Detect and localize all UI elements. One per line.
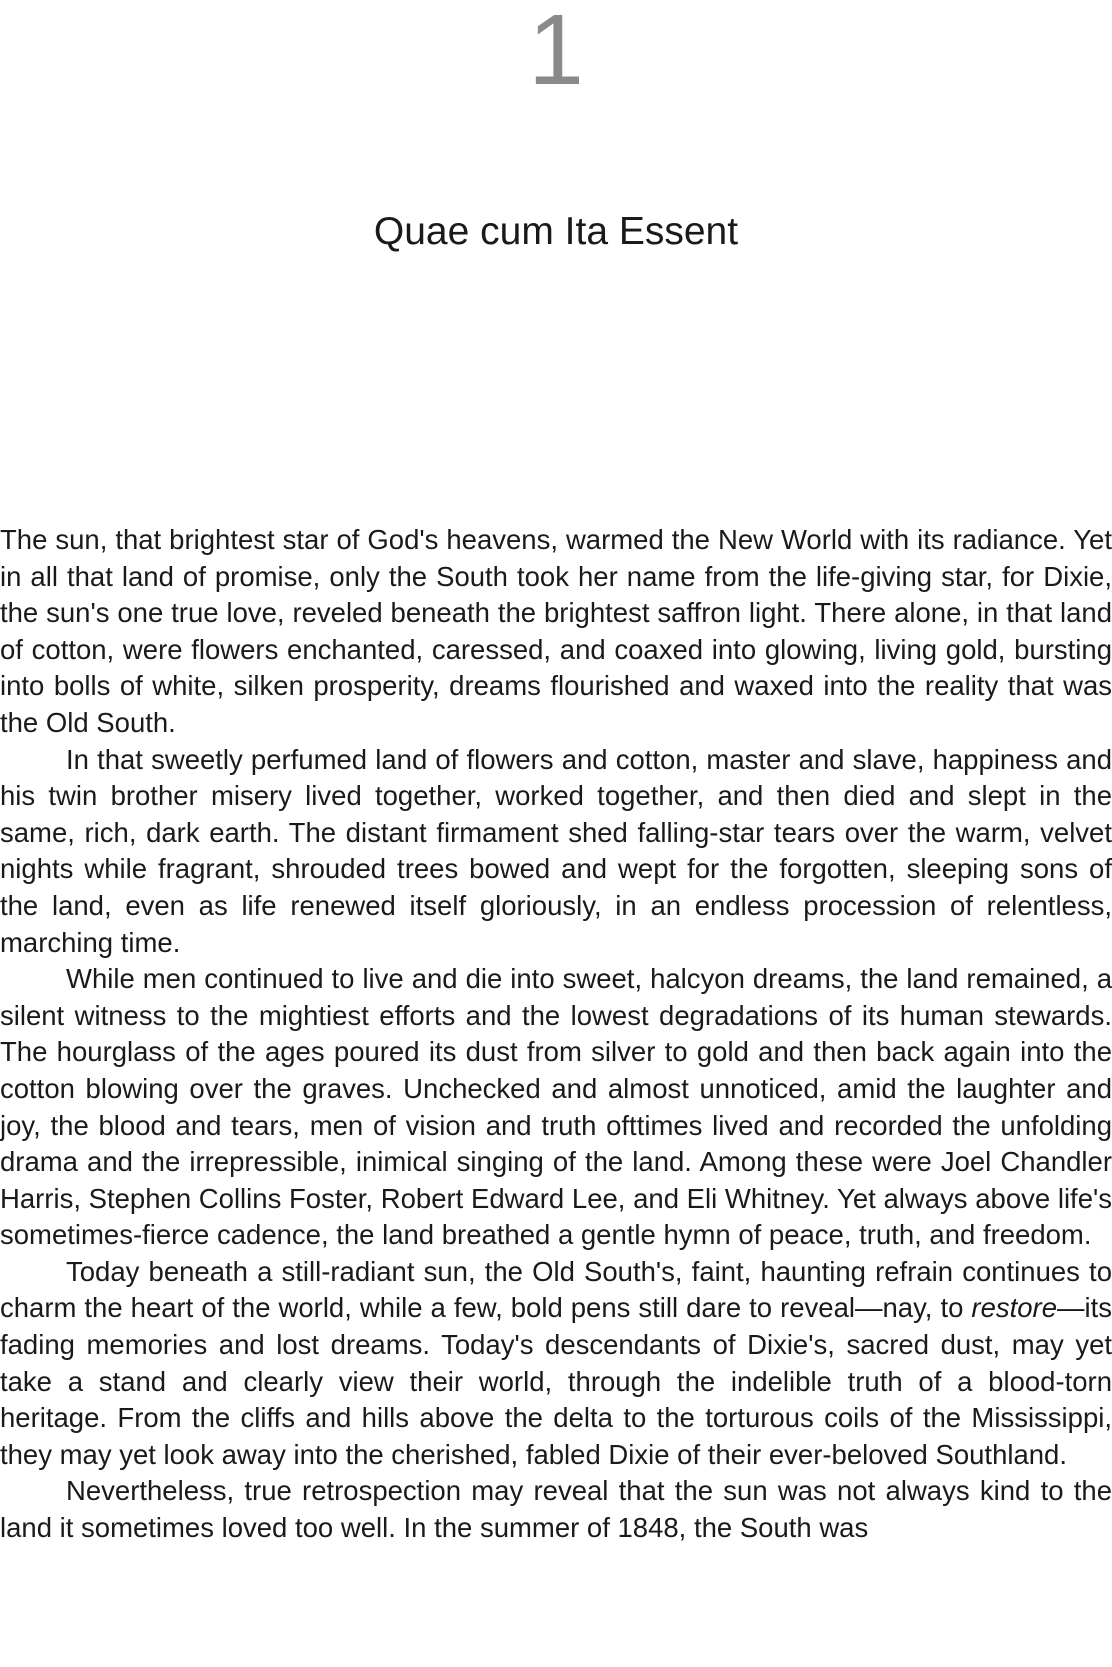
chapter-body	[0, 522, 1112, 1547]
paragraph-4	[0, 1254, 1112, 1474]
chapter-number: 1	[528, 0, 584, 106]
paragraph-4-text-after: —its fading memories and lost dreams. Today's descendants of Dixie's, sacred dust, may yet take a stand and clearly view their world, through the indelible truth of a blood-torn heritage. From the cliffs and hills above the delta to the torturous coils of the Mississippi, they may yet look away into the cherished, fabled Dixie of their ever-beloved Southland.	[0, 1292, 1112, 1470]
paragraph-1: The sun, that brightest star of God's heavens, warmed the New World with its radiance. Yet in all that land of promise, only the South took her name from the life-giving star, for Dixie, the sun's one true love, reveled beneath the brightest saffron light. There alone, in that land of cotton, were flowers enchanted, caressed, and coaxed into glowing, living gold, bursting into bolls of white, silken prosperity, dreams flourished and waxed into the reality that was the Old South.	[0, 524, 1112, 738]
chapter-title: Quae cum Ita Essent	[373, 210, 739, 253]
paragraph-3: While men continued to live and die into sweet, halcyon dreams, the land remained, a silent witness to the mightiest efforts and the lowest degradations of its human stewards. The hourglass of the ages poured its dust from silver to gold and then back again into the cotton blowing over the graves. Unchecked and almost unnoticed, amid the laughter and joy, the blood and tears, men of vision and truth ofttimes lived and recorded the unfolding drama and the irrepressible, inimical singing of the land. Among these were Joel Chandler Harris, Stephen Collins Foster, Robert Edward Lee, and Eli Whitney. Yet always above life's sometimes-fierce cadence, the land breathed a gentle hymn of peace, truth, and freedom.	[0, 963, 1112, 1251]
emphasized-word: restore	[971, 1292, 1057, 1324]
paragraph-2: In that sweetly perfumed land of flowers and cotton, master and slave, happiness and his twin brother misery lived together, worked together, and then died and slept in the same, rich, dark earth. The distant firmament shed falling-star tears over the warm, velvet nights while fragrant, shrouded trees bowed and wept for the forgotten, sleeping sons of the land, even as life renewed itself gloriously, in an endless procession of relentless, marching time.	[0, 743, 1112, 958]
paragraph-4-text-before: Today beneath a still-radiant sun, the Old South's, faint, haunting refrain continues to charm the heart of the world, while a few, bold pens still dare to reveal—nay, to	[0, 1255, 1112, 1324]
paragraph-5: Nevertheless, true retrospection may reveal that the sun was not always kind to the land it sometimes loved too well. In the summer of 1848, the South was	[0, 1475, 1112, 1544]
